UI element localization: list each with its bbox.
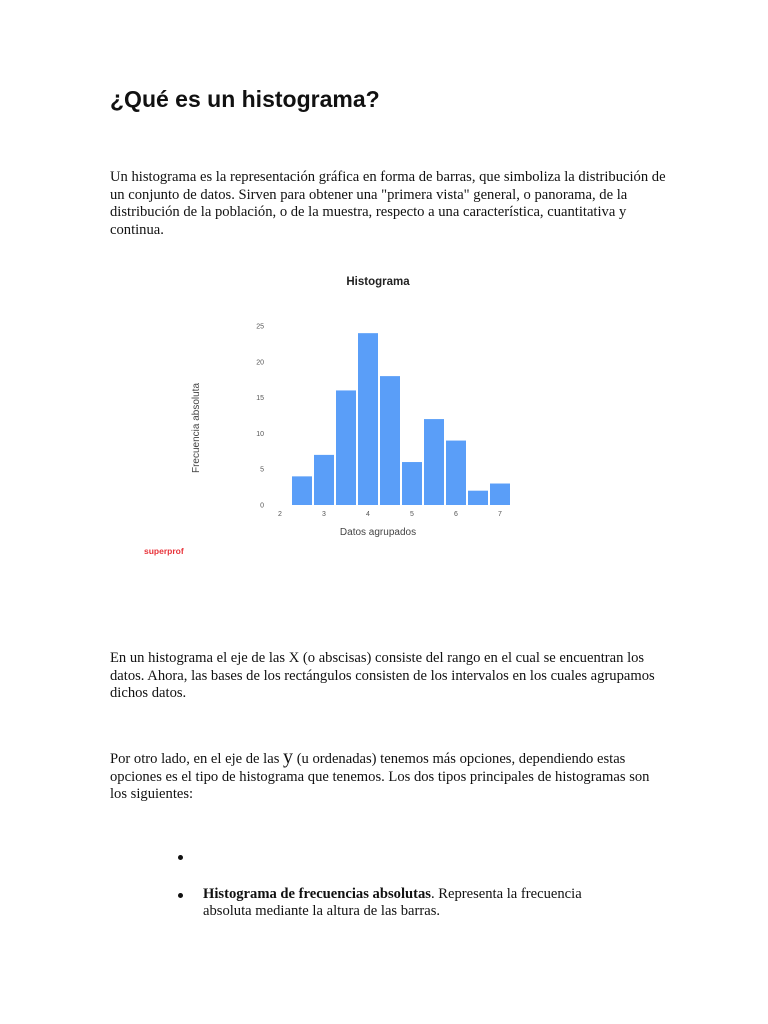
y-axis-paragraph-start: Por otro lado, en el eje de las [110,751,284,767]
histogram-bar [380,376,400,505]
x-tick-label: 2 [278,511,282,518]
histogram-chart [144,265,560,570]
page-title: ¿Qué es un histograma? [110,86,380,112]
y-tick-label: 20 [256,359,264,367]
list-item-absolute-frequency [178,886,628,921]
y-tick-label: 0 [260,502,264,510]
chart-title: Histograma [346,276,410,288]
x-tick-label: 5 [410,511,414,518]
y-axis-label: Frecuencia absoluta [191,382,202,474]
histogram-bar [490,484,510,505]
histogram-bar [292,476,312,505]
x-axis-label: Datos agrupados [339,527,417,538]
histogram-bar [336,390,356,505]
x-tick-label: 4 [366,511,370,518]
histogram-bar [446,441,466,505]
list-item-empty [178,848,628,866]
absolute-frequency-description: . Representa la frecuencia absoluta mediante la altura de las barras. [203,885,582,919]
histogram-bar [314,455,334,505]
bullet-dot [178,855,183,860]
y-letter: y [283,746,294,768]
y-tick-labels [256,324,264,510]
y-axis-paragraph-end: (u ordenadas) tenemos más opciones, dependiendo estas opciones es el tipo de histograma que tenemos. Los dos tipos principales de histogramas son los siguientes: [110,751,650,802]
y-tick-label: 10 [256,430,264,438]
histogram-bars [292,333,510,505]
y-axis-paragraph [110,746,670,804]
x-tick-label: 6 [454,511,458,518]
bullet-dot [178,893,183,898]
intro-paragraph: Un histograma es la representación gráfica en forma de barras, que simboliza la distribución de un conjunto de datos. Sirven para obtener una "primera vista" general, o panorama, de la distribución de la población, o de la muestra, respecto a una característica, cuantitativa y continua. [110,169,666,238]
histogram-types-list [178,848,628,921]
histogram-bar [468,491,488,505]
absolute-frequency-term: Histograma de frecuencias absolutas [203,885,431,902]
histogram-bar [358,333,378,505]
y-tick-label: 5 [260,466,264,474]
x-tick-labels [278,511,502,518]
histogram-bar [424,419,444,505]
histogram-svg [144,265,560,570]
superprof-logo: superprof [144,546,184,556]
y-tick-label: 25 [256,323,264,331]
histogram-bar [402,462,422,505]
x-axis-paragraph: En un histograma el eje de las X (o abscisas) consiste del rango en el cual se encuentran los datos. Ahora, las bases de los rectángulos consisten de los intervalos en los cuales agrupamos dichos datos. [110,650,655,701]
y-tick-label: 15 [256,395,264,403]
x-tick-label: 3 [322,511,326,518]
x-tick-label: 7 [498,511,502,518]
